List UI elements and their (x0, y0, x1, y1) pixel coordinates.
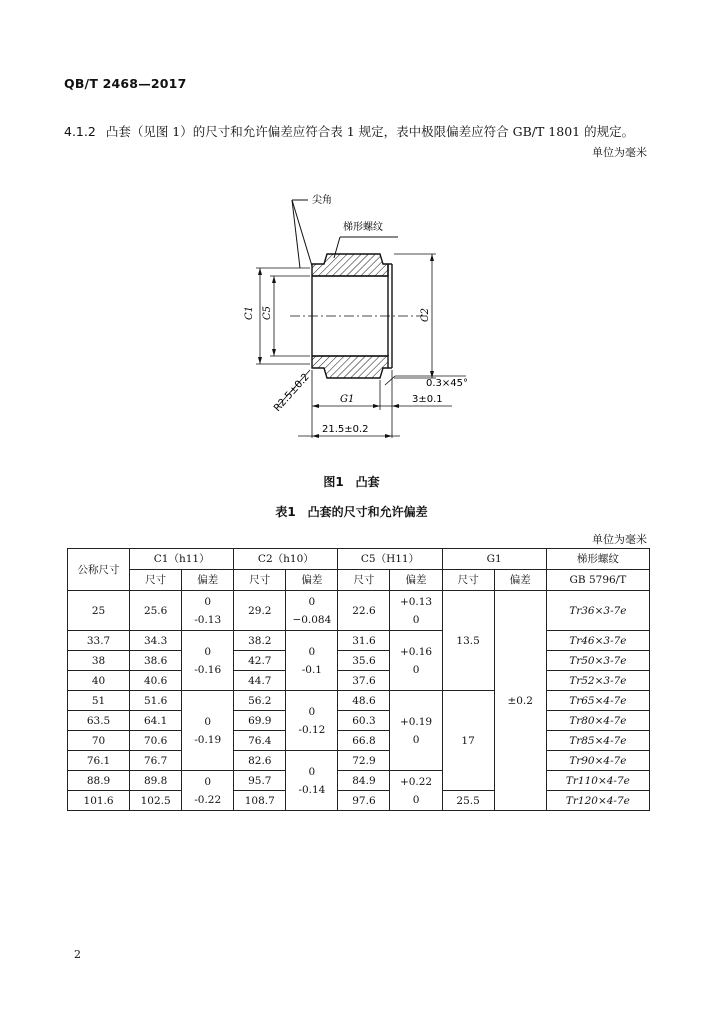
subheader-tol: 偏差 (182, 570, 234, 591)
table-row (68, 591, 650, 631)
cell-c1-tol: 0 -0.13 (182, 591, 234, 631)
table-row (68, 691, 650, 711)
cell-c5-tol: +0.19 0 (390, 691, 442, 771)
cell-c2-tol: 0 -0.1 (286, 631, 338, 691)
cell-c1-size: 51.6 (130, 691, 182, 711)
label-g1: G1 (340, 394, 355, 405)
header-nominal: 公称尺寸 (68, 549, 130, 591)
table-row (68, 751, 650, 771)
cell-c2-size: 56.2 (234, 691, 286, 711)
label-c2: C2 (420, 307, 431, 322)
cell-c1-size: 102.5 (130, 791, 182, 811)
standard-code: QB/T 2468—2017 (64, 76, 187, 91)
cell-c2-size: 82.6 (234, 751, 286, 771)
cell-c5-size: 97.6 (338, 791, 390, 811)
cell-c2-tol: 0 -0.12 (286, 691, 338, 751)
label-total-length: 21.5±0.2 (322, 424, 369, 435)
table-row (68, 731, 650, 751)
cell-thread: Tr80×4-7e (546, 711, 649, 731)
header-thread: 梯形螺纹 (546, 549, 649, 570)
cell-nominal: 51 (68, 691, 130, 711)
cell-c2-size: 108.7 (234, 791, 286, 811)
cell-c2-tol: 0 −0.084 (286, 591, 338, 631)
cell-thread: Tr50×3-7e (546, 651, 649, 671)
label-chamfer: 0.3×45° (426, 378, 469, 389)
cell-nominal: 70 (68, 731, 130, 751)
cell-c5-tol: +0.22 0 (390, 771, 442, 811)
cell-c2-size: 95.7 (234, 771, 286, 791)
clause-text: 凸套（见图 1）的尺寸和允许偏差应符合表 1 规定，表中极限偏差应符合 GB/T 1801 的规定。 (105, 124, 635, 139)
cell-c1-size: 34.3 (130, 631, 182, 651)
cell-g1-size: 17 (442, 691, 494, 791)
cell-c2-size: 42.7 (234, 651, 286, 671)
cell-c1-size: 38.6 (130, 651, 182, 671)
table-row (68, 651, 650, 671)
figure-boss-sleeve (230, 180, 470, 440)
cell-c5-tol: +0.16 0 (390, 631, 442, 691)
figure-caption: 图1 凸套 (323, 475, 380, 489)
cell-c1-size: 89.8 (130, 771, 182, 791)
subheader-thread-standard: GB 5796/T (546, 570, 649, 591)
header-g1: G1 (442, 549, 546, 570)
cell-g1-size: 25.5 (442, 791, 494, 811)
cell-c1-size: 76.7 (130, 751, 182, 771)
cell-c2-tol: 0 -0.14 (286, 751, 338, 811)
cell-c5-size: 22.6 (338, 591, 390, 631)
cell-c5-size: 37.6 (338, 671, 390, 691)
cell-c5-size: 60.3 (338, 711, 390, 731)
cell-thread: Tr52×3-7e (546, 671, 649, 691)
subheader-size: 尺寸 (234, 570, 286, 591)
clause-number: 4.1.2 (64, 124, 96, 139)
label-c1: C1 (244, 305, 255, 320)
cell-nominal: 101.6 (68, 791, 130, 811)
cell-c1-size: 25.6 (130, 591, 182, 631)
label-3: 3±0.1 (412, 394, 443, 405)
subheader-size: 尺寸 (338, 570, 390, 591)
subheader-size: 尺寸 (130, 570, 182, 591)
cell-c1-size: 70.6 (130, 731, 182, 751)
cell-g1-tol: ±0.2 (494, 591, 546, 811)
label-c5: C5 (262, 305, 273, 320)
label-sharp-corner: 尖角 (312, 195, 332, 206)
table-row (68, 791, 650, 811)
cell-c1-tol: 0 -0.19 (182, 691, 234, 771)
cell-nominal: 76.1 (68, 751, 130, 771)
cell-c5-size: 66.8 (338, 731, 390, 751)
cell-c1-tol: 0 -0.22 (182, 771, 234, 811)
cell-nominal: 33.7 (68, 631, 130, 651)
table-row (68, 631, 650, 651)
cell-c1-size: 40.6 (130, 671, 182, 691)
cell-c5-size: 84.9 (338, 771, 390, 791)
label-thread: 梯形螺纹 (343, 222, 383, 233)
cell-c2-size: 29.2 (234, 591, 286, 631)
cell-thread: Tr65×4-7e (546, 691, 649, 711)
cell-c5-size: 35.6 (338, 651, 390, 671)
label-radius: R2.5±0.2 (272, 371, 312, 415)
header-c1: C1（h11） (130, 549, 234, 570)
cell-c1-tol: 0 -0.16 (182, 631, 234, 691)
cell-nominal: 38 (68, 651, 130, 671)
clause-paragraph (64, 122, 664, 140)
cell-nominal: 25 (68, 591, 130, 631)
table-row (68, 671, 650, 691)
cell-c2-size: 69.9 (234, 711, 286, 731)
table-caption: 表1 凸套的尺寸和允许偏差 (275, 505, 428, 519)
dimension-table (67, 548, 650, 811)
unit-note-table: 单位为毫米 (592, 533, 647, 546)
cell-thread: Tr90×4-7e (546, 751, 649, 771)
header-c5: C5（H11） (338, 549, 442, 570)
header-c2: C2（h10） (234, 549, 338, 570)
cell-c2-size: 38.2 (234, 631, 286, 651)
subheader-tol: 偏差 (390, 570, 442, 591)
cell-thread: Tr36×3-7e (546, 591, 649, 631)
cell-c2-size: 44.7 (234, 671, 286, 691)
cell-nominal: 40 (68, 671, 130, 691)
unit-note-top: 单位为毫米 (592, 146, 647, 159)
cell-c2-size: 76.4 (234, 731, 286, 751)
cell-thread: Tr46×3-7e (546, 631, 649, 651)
page-number: 2 (74, 948, 81, 961)
cell-c5-tol: +0.13 0 (390, 591, 442, 631)
cell-nominal: 88.9 (68, 771, 130, 791)
cell-thread: Tr85×4-7e (546, 731, 649, 751)
table-row (68, 771, 650, 791)
cell-thread: Tr120×4-7e (546, 791, 649, 811)
cell-nominal: 63.5 (68, 711, 130, 731)
cell-c5-size: 72.9 (338, 751, 390, 771)
cell-c1-size: 64.1 (130, 711, 182, 731)
subheader-tol: 偏差 (286, 570, 338, 591)
subheader-tol: 偏差 (494, 570, 546, 591)
cell-c5-size: 31.6 (338, 631, 390, 651)
table-row (68, 711, 650, 731)
cell-c5-size: 48.6 (338, 691, 390, 711)
cell-g1-size: 13.5 (442, 591, 494, 691)
cell-thread: Tr110×4-7e (546, 771, 649, 791)
subheader-size: 尺寸 (442, 570, 494, 591)
